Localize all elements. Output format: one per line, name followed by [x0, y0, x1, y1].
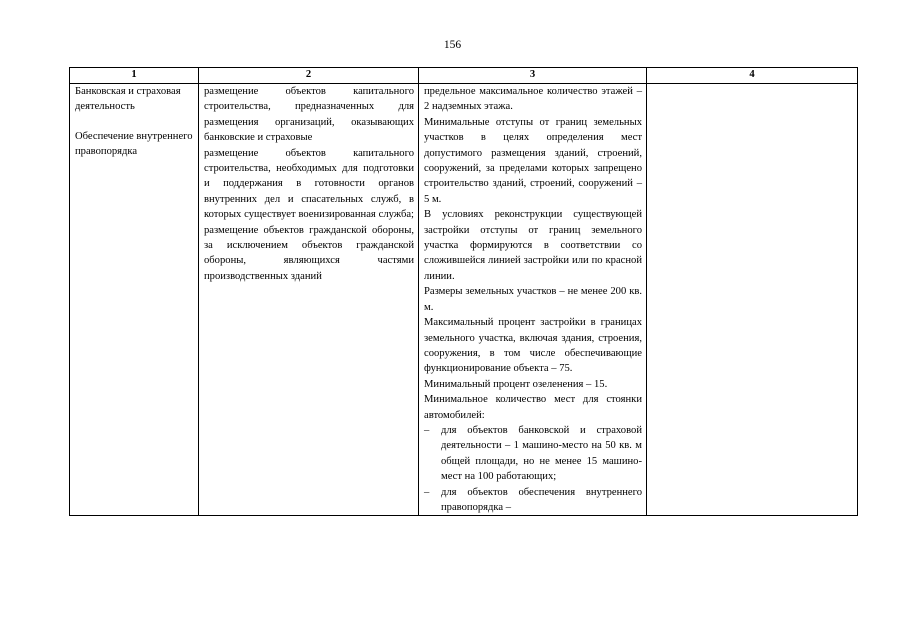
- parking-list: [424, 423, 642, 515]
- page-number: 156: [443, 39, 462, 51]
- param-parking: Минимальное количество мест для стоянки автомобилей:: [424, 394, 642, 421]
- activity-law-enforcement: Обеспечение внутреннего правопорядка: [75, 130, 193, 158]
- parameters-cell: [419, 84, 647, 516]
- activity-banking: Банковская и страховая деятельность: [75, 86, 181, 113]
- regulations-table: [69, 67, 858, 516]
- header-col-2: 2: [199, 68, 419, 84]
- description-law-enforcement: размещение объектов капитального строительства, необходимых для подготовки и поддержания в готовности органов внутренних дел и спасательных служб, в которых существует военизированная служба; размещение объектов гражданской обороны, за исключением объектов гражданской обороны, являющихся частями производственных зданий: [204, 147, 414, 282]
- header-col-3: 3: [419, 68, 647, 84]
- param-setbacks: Минимальные отступы от границ земельных участков в целях определения мест допустимого размещения зданий, строений, сооружений, за пределами которых запрещено строительство зданий, строений, сооружений – 5 м.: [424, 116, 642, 205]
- notes-cell: [647, 84, 858, 516]
- table-row: [70, 84, 858, 516]
- description-banking: размещение объектов капитального строительства, предназначенных для размещения организаций, оказывающих банковские и страховые: [204, 86, 414, 144]
- param-max-coverage: Максимальный процент застройки в границах земельного участка, включая здания, строения, сооружения, в том числе обеспечивающие функционирование объекта – 75.: [424, 317, 642, 375]
- list-item: – для объектов обеспечения внутреннего правопорядка –: [424, 485, 642, 516]
- param-floors: предельное максимальное количество этажей – 2 надземных этажа.: [424, 86, 642, 113]
- list-item: – для объектов банковской и страховой деятельности – 1 машино-место на 50 кв. м общей площади, но не менее 15 машино-мест на 100 работающих;: [424, 423, 642, 485]
- header-col-1: 1: [70, 68, 199, 84]
- param-greening: Минимальный процент озеленения – 15.: [424, 378, 608, 390]
- param-plot-size: Размеры земельных участков – не менее 200 кв. м.: [424, 286, 642, 313]
- description-cell: [199, 84, 419, 516]
- header-row: [70, 68, 858, 84]
- header-col-4: 4: [647, 68, 858, 84]
- param-reconstruction: В условиях реконструкции существующей застройки отступы от границ земельного участка формируются в соответствии со сложившейся линией застройки или по красной линии.: [424, 209, 642, 282]
- activity-type-cell: [70, 84, 199, 516]
